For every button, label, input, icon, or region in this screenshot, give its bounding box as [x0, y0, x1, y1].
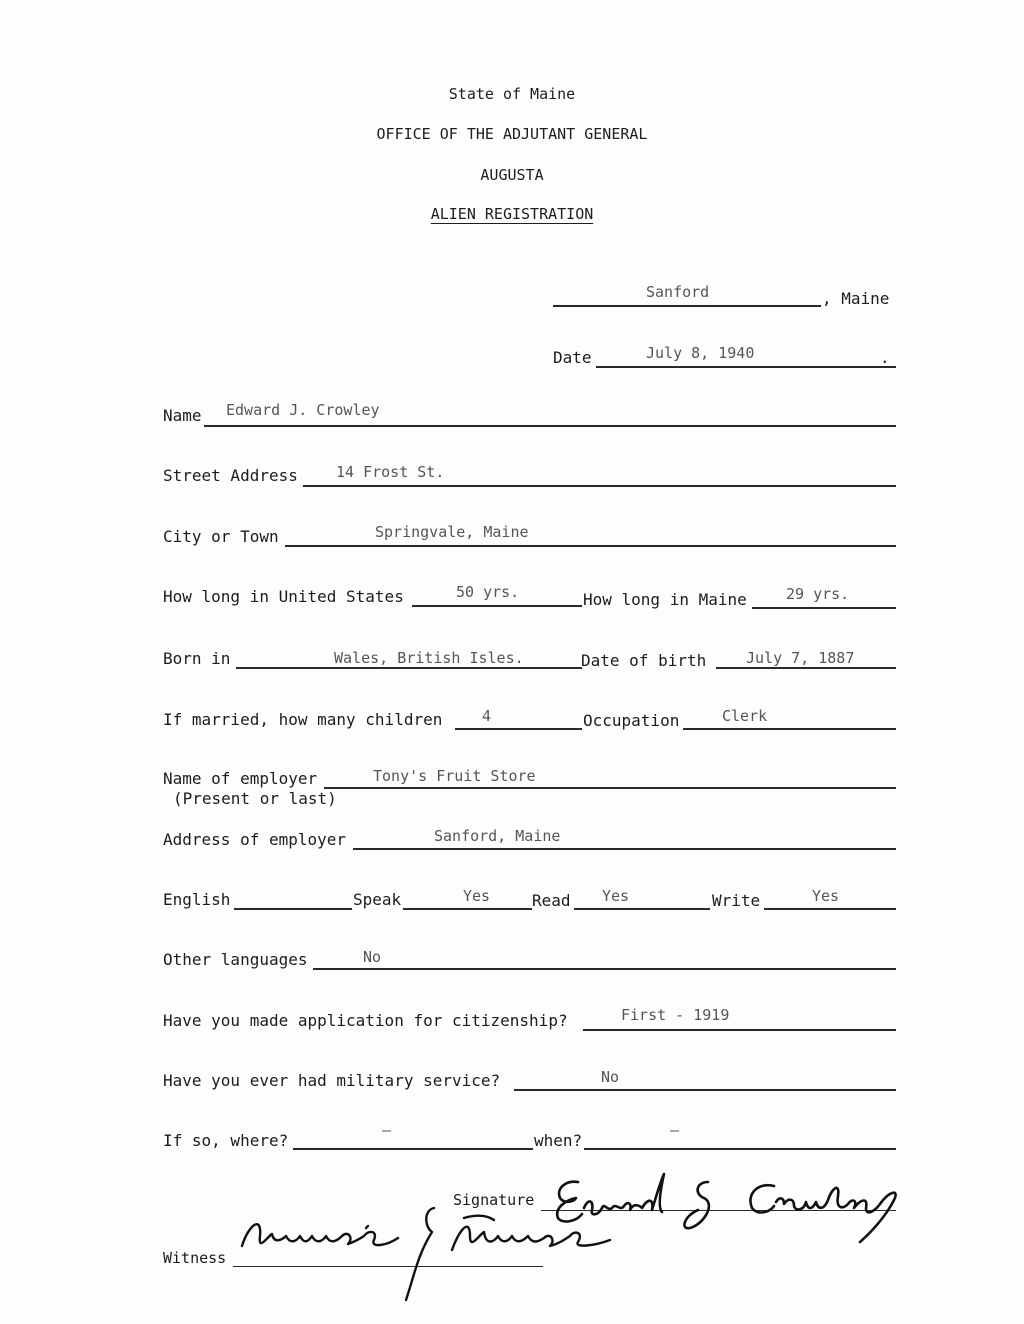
occupation-label: Occupation: [583, 711, 680, 730]
employer-address-label: Address of employer: [163, 830, 347, 849]
date-value: July 8, 1940: [646, 344, 755, 362]
children-label: If married, how many children: [163, 710, 443, 729]
where-label: If so, where?: [163, 1131, 289, 1150]
employer-value: Tony's Fruit Store: [373, 767, 536, 785]
military-label: Have you ever had military service?: [163, 1071, 501, 1090]
years-us-label: How long in United States: [163, 587, 404, 606]
years-maine-value: 29 yrs.: [786, 585, 850, 603]
dob-line: [716, 667, 896, 669]
witness-signature: [238, 1196, 618, 1306]
date-period: .: [880, 348, 890, 367]
form-title: ALIEN REGISTRATION: [430, 205, 594, 223]
occupation-line: [683, 728, 896, 730]
street-label: Street Address: [163, 466, 298, 485]
signature-label: Signature: [453, 1191, 535, 1209]
read-line: [574, 908, 710, 910]
years-us-value: 50 yrs.: [456, 583, 520, 601]
city-heading: AUGUSTA: [480, 166, 544, 184]
name-line: [204, 425, 896, 427]
read-value: Yes: [602, 887, 630, 905]
years-us-line: [412, 605, 582, 607]
city-label: City or Town: [163, 527, 279, 546]
other-languages-line: [313, 968, 896, 970]
english-line: [234, 908, 352, 910]
years-maine-label: How long in Maine: [583, 590, 747, 609]
town-line: [553, 305, 821, 307]
read-label: Read: [532, 891, 571, 910]
born-in-line: [236, 667, 582, 669]
dob-value: July 7, 1887: [746, 649, 855, 667]
date-line: [596, 366, 896, 368]
where-value: —: [382, 1121, 392, 1139]
street-line: [303, 485, 896, 487]
city-value: Springvale, Maine: [375, 523, 529, 541]
state-heading: State of Maine: [448, 85, 576, 103]
name-value: Edward J. Crowley: [226, 401, 380, 419]
citizenship-value: First - 1919: [621, 1006, 730, 1024]
employer-label: Name of employer: [163, 769, 318, 788]
military-value: No: [601, 1068, 620, 1086]
write-line: [764, 908, 896, 910]
employer-address-value: Sanford, Maine: [434, 827, 561, 845]
employer-address-line: [353, 848, 896, 850]
other-languages-value: No: [363, 948, 382, 966]
write-label: Write: [712, 891, 761, 910]
where-line: [293, 1148, 533, 1150]
occupation-value: Clerk: [722, 707, 768, 725]
citizenship-label: Have you made application for citizenship?: [163, 1011, 568, 1030]
when-line: [584, 1148, 896, 1150]
employer-line: [324, 787, 896, 789]
date-label: Date: [553, 348, 592, 367]
witness-label: Witness: [163, 1249, 227, 1267]
city-line: [285, 545, 896, 547]
name-label: Name: [163, 406, 202, 425]
speak-line: [403, 908, 532, 910]
when-value: —: [670, 1121, 680, 1139]
citizenship-line: [583, 1029, 896, 1031]
state-suffix: , Maine: [822, 289, 890, 308]
when-label: when?: [534, 1131, 583, 1150]
office-heading: OFFICE OF THE ADJUTANT GENERAL: [376, 125, 648, 143]
other-languages-label: Other languages: [163, 950, 308, 969]
born-in-label: Born in: [163, 649, 231, 668]
dob-label: Date of birth: [581, 651, 707, 670]
children-line: [455, 728, 582, 730]
employer-sublabel: (Present or last): [173, 789, 337, 808]
english-label: English: [163, 890, 231, 909]
speak-label: Speak: [353, 890, 402, 909]
town-value: Sanford: [646, 283, 710, 301]
street-value: 14 Frost St.: [336, 463, 445, 481]
write-value: Yes: [812, 887, 840, 905]
years-maine-line: [752, 607, 896, 609]
children-value: 4: [482, 707, 492, 725]
born-in-value: Wales, British Isles.: [334, 649, 524, 667]
military-line: [514, 1089, 896, 1091]
speak-value: Yes: [463, 887, 491, 905]
